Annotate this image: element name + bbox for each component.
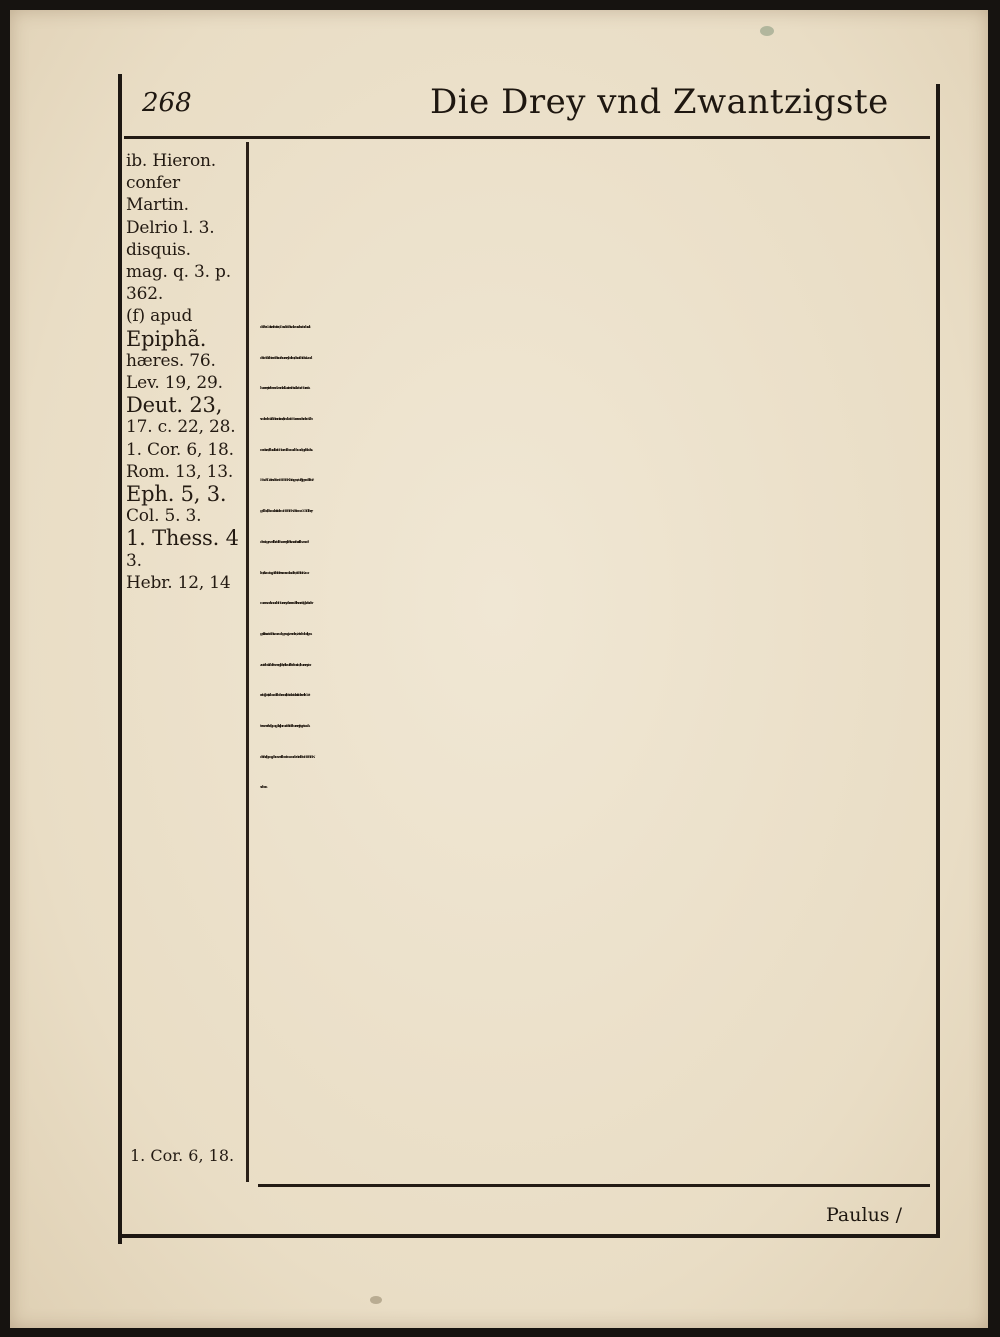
text-line: sehen. [260, 784, 267, 790]
paper-stain-bottom [370, 1296, 382, 1304]
text-line [260, 803, 932, 830]
catchword: Paulus / [826, 1204, 902, 1226]
text-line: reinigket / schandliche brunst / böse lust. das ist der wille Got- [260, 692, 310, 698]
text-line [260, 965, 932, 992]
margin-note: Epiphã. [126, 326, 207, 351]
text-line: daß es Gott verbotten / Du solt nicht vnkeusch sein : du solt [260, 324, 310, 329]
margin-note: 3. [126, 550, 142, 571]
text-line [260, 150, 932, 177]
text-line: zustehet. Tôdet ewer glider / die auff Erden sind / hurerey / vn- [260, 661, 311, 667]
margin-note: 17. c. 22, 28. [126, 417, 236, 438]
frame-bottom-border [118, 1234, 940, 1238]
margin-note: ib. Hieron. [126, 151, 216, 171]
margin-note: 362. [126, 284, 164, 305]
margin-note: mag. q. 3. p. [126, 262, 231, 283]
text-line: Hauß Gottes deines HERRN bringen / auß jrgend deinẽ [260, 477, 313, 483]
margin-note: disquis. [126, 239, 191, 260]
text-line [260, 830, 932, 857]
text-line [260, 1019, 932, 1046]
text-line: hurerey treibe vnd werd voll Lasters. Es soll keine Hur sein [260, 385, 310, 391]
running-title: Die Drey vnd Zwantzigste [430, 82, 889, 122]
margin-note: Rom. 13, 13. [126, 461, 234, 482]
text-line: vnder den Tôchtern Israel / vnd kein Hurer vnder den Söh- [260, 416, 312, 422]
margin-note: 1. Cor. 6, 18. [126, 439, 234, 460]
text-bottom-rule [258, 1184, 930, 1187]
margin-note: Delrio l. 3. [126, 217, 215, 238]
text-line [260, 231, 932, 258]
header-rule [124, 136, 930, 139]
text-line [260, 938, 932, 965]
text-line: deine Tôchter nicht zur hurerey halten / das nicht das Land [260, 354, 311, 360]
margin-note: Hebr. 12, 14 [126, 572, 231, 593]
margin-note: hæres. 76. [126, 350, 216, 371]
text-line [260, 1100, 932, 1127]
text-line [260, 857, 932, 884]
margin-note: Deut. 23, [126, 393, 223, 418]
body-text [260, 150, 932, 1127]
margin-note: 1. Thess. 4 [126, 526, 239, 551]
frame-left-border [118, 74, 122, 1244]
margin-note: (f) apud [126, 306, 193, 327]
margin-notes [126, 150, 244, 594]
text-line: tes ewer heiligung / das jhr meidet die hurerey. Jaget nach [260, 722, 309, 728]
margin-note: confer [126, 173, 180, 194]
frame-right-border [936, 84, 940, 1234]
text-line [260, 1046, 932, 1073]
margin-note: Col. 5. 3. [126, 506, 202, 527]
text-line [260, 911, 932, 938]
margin-note-bottom: 1. Cor. 6, 18. [130, 1146, 235, 1165]
column-divider [246, 142, 249, 1182]
text-line: len / als am tag / nicht in fressen vnd sauffen / nicht in Kam- [260, 569, 309, 575]
page-number: 268 [142, 88, 192, 118]
paper-stain [760, 26, 774, 36]
margin-note: Lev. 19, 29. [126, 373, 223, 394]
text-line [260, 1073, 932, 1100]
margin-note: Eph. 5, 3. [126, 482, 227, 507]
text-line [260, 258, 932, 285]
margin-note: Martin. [126, 195, 189, 216]
text-line [260, 204, 932, 231]
text-line: geitz lasset nicht von euch gesagt werden / wie den heiligen [260, 630, 311, 636]
text-line [260, 992, 932, 1019]
text-line [260, 884, 932, 911]
text-line: der heiligung / ohne welche niemand würd den HERRN [260, 753, 315, 759]
text-line [260, 177, 932, 204]
text-line [260, 285, 932, 312]
text-line: des ein grewel: flihet die hurerey / laßt vns erbarlich wand- [260, 538, 308, 544]
text-line: mern vnd vnzucht. Hurerey aber vnd alle vnreinigkeit oder [260, 600, 313, 606]
text-line: gelübd / dann das ist dem HERRN deinem GOTT bey- [260, 508, 312, 514]
text-line: nen Israel / du solt kein Hurenlohn noch hundegeld in das [260, 446, 312, 452]
